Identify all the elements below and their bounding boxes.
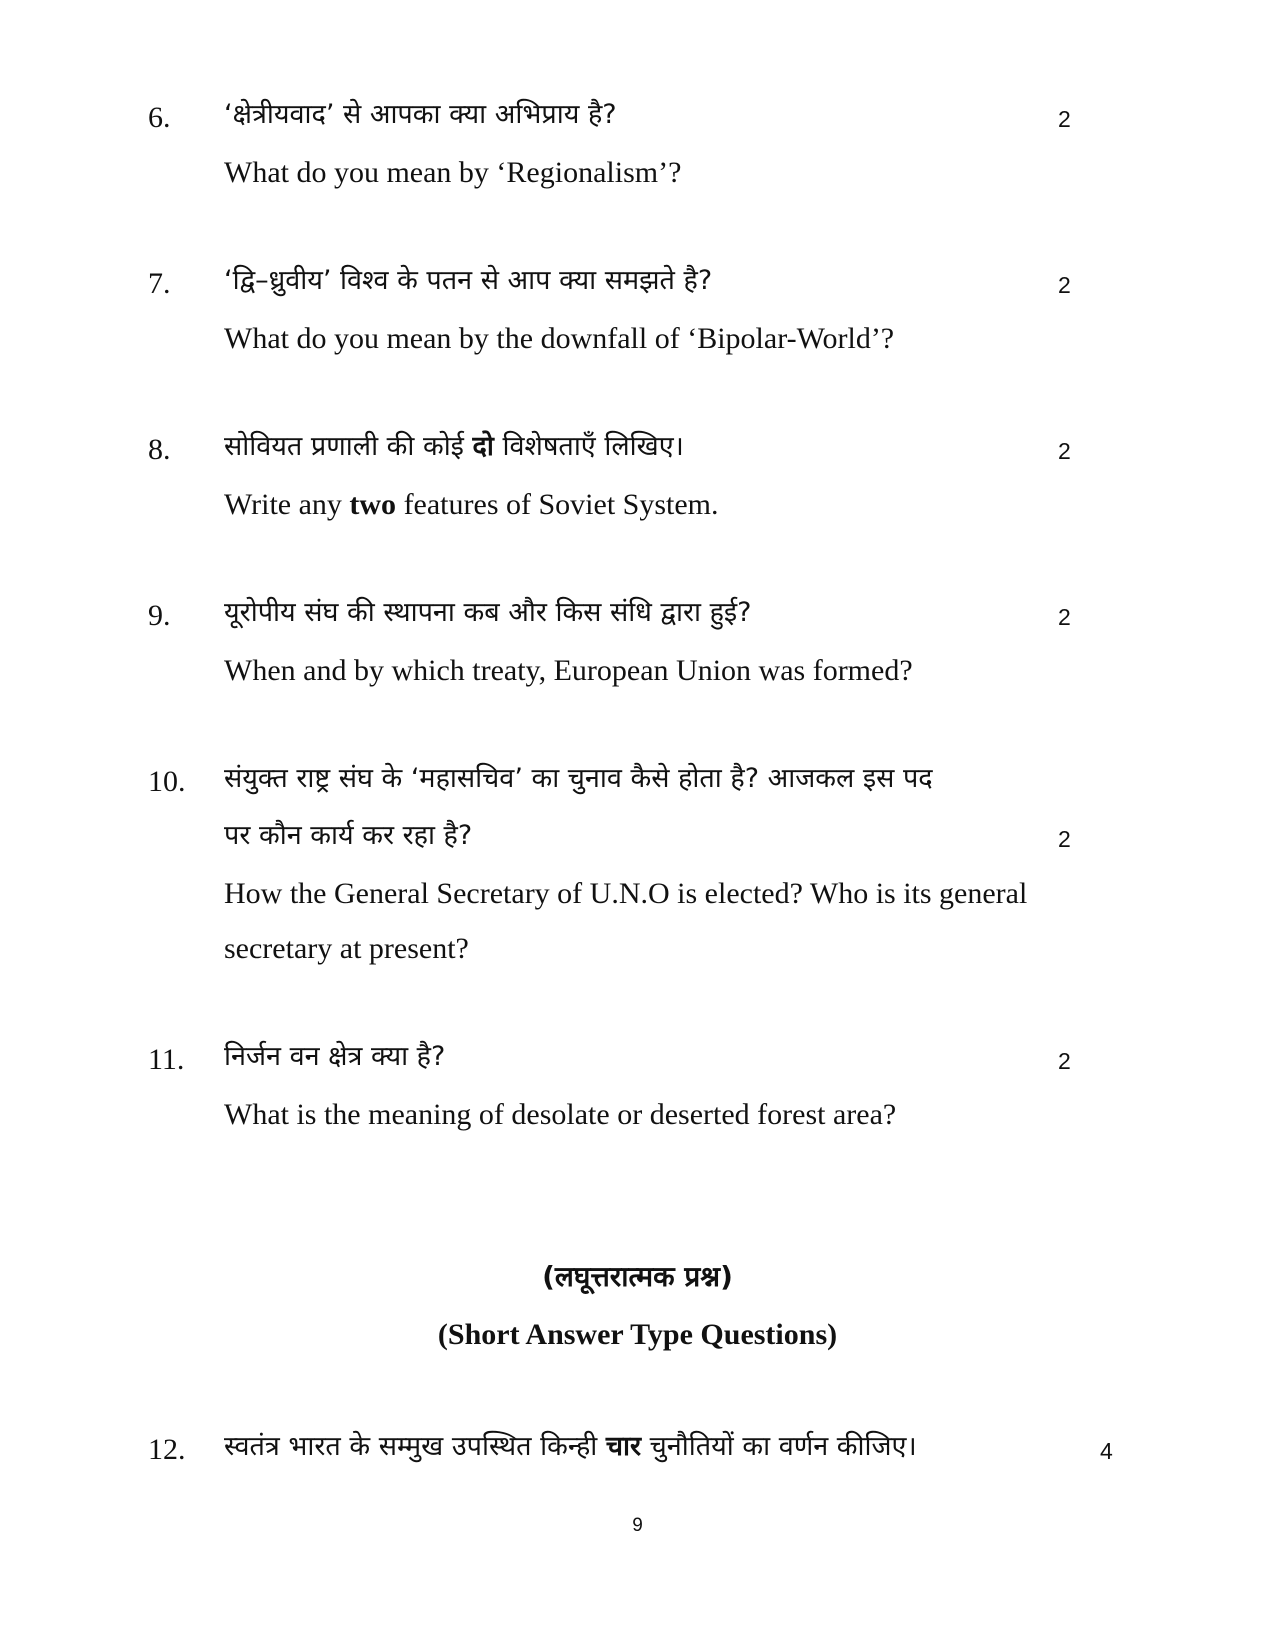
question-marks: 2 [1058,826,1071,852]
question-number: 8. [148,433,171,466]
question-text-hindi: यूरोपीय संघ की स्थापना कब और किस संधि द्वारा हुई? [224,597,752,628]
section-heading-hindi: (लघूत्तरात्मक प्रश्न) [542,1260,733,1293]
question-marks: 2 [1058,604,1071,630]
question-number: 10. [148,765,186,798]
question-text-english: What do you mean by ‘Regionalism’? [224,156,682,189]
question-text-hindi: ‘क्षेत्रीयवाद’ से आपका क्या अभिप्राय है? [224,99,617,130]
question-text-hindi-part: विशेषताएँ लिखिए। [493,431,684,462]
question-text-english-line-2: secretary at present? [224,932,469,965]
question-text-english: What do you mean by the downfall of ‘Bipolar-World’? [224,322,895,355]
question-text-hindi-part: स्वतंत्र भारत के सम्मुख उपस्थित किन्ही [224,1431,606,1462]
page-number: 9 [632,1515,643,1536]
question-number: 9. [148,599,171,632]
question-number: 6. [148,101,171,134]
question-text-english [224,489,719,521]
question-number: 12. [148,1433,186,1466]
question-text-english-emphasis: two [349,488,397,521]
question-text-hindi: निर्जन वन क्षेत्र क्या है? [224,1041,446,1072]
question-text-hindi-part: चुनौतियों का वर्णन कीजिए। [641,1431,917,1462]
question-text-hindi-line-1: संयुक्त राष्ट्र संघ के ‘महासचिव’ का चुनाव कैसे होता है? आजकल इस पद [224,763,933,794]
question-text-hindi: ‘द्वि–ध्रुवीय’ विश्व के पतन से आप क्या समझते है? [224,265,713,296]
question-text-hindi [224,1432,917,1462]
question-text-hindi-line-2: पर कौन कार्य कर रहा है? [224,820,473,851]
question-text-hindi-emphasis: दो [472,431,494,462]
question-number: 11. [148,1043,185,1076]
question-text-english: What is the meaning of desolate or deserted forest area? [224,1098,897,1131]
question-text-english-part: Write any [224,488,350,521]
question-text-hindi-emphasis: चार [605,1431,642,1462]
question-text-hindi [224,432,684,462]
question-marks: 2 [1058,106,1071,132]
question-marks: 2 [1058,438,1071,464]
question-text-english: When and by which treaty, European Union was formed? [224,654,913,687]
section-heading-english: (Short Answer Type Questions) [437,1318,838,1351]
question-number: 7. [148,267,171,300]
question-marks: 2 [1058,272,1071,298]
question-marks: 2 [1058,1048,1071,1074]
question-text-english-line-1: How the General Secretary of U.N.O is elected? Who is its general [224,877,1028,910]
question-text-english-part: features of Soviet System. [396,488,719,521]
question-marks: 4 [1100,1438,1113,1464]
question-text-hindi-part: सोवियत प्रणाली की कोई [224,431,473,462]
